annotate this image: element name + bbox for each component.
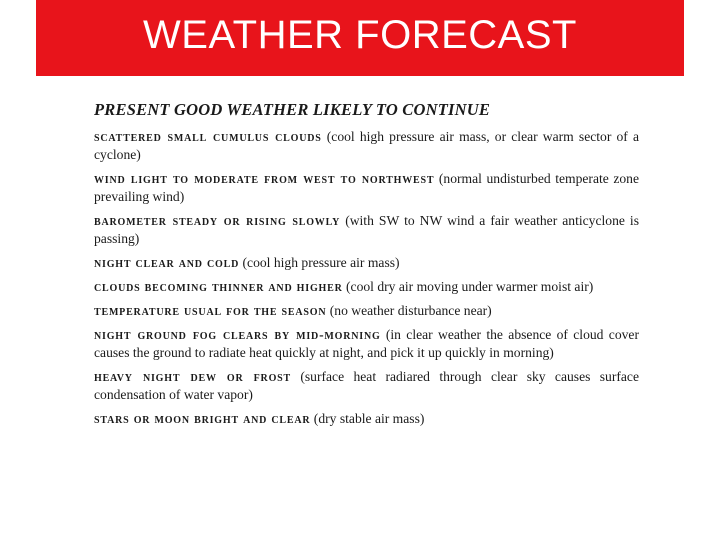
item-condition: night clear and cold	[94, 255, 240, 270]
forecast-content	[94, 100, 639, 434]
title-bar	[36, 0, 684, 76]
item-explanation: (in clear weather the absence of cloud cover causes the ground to radiate heat quickly at night, and pick it up quickly in morning)	[94, 327, 639, 360]
item-condition: clouds becoming thinner and higher	[94, 279, 343, 294]
list-item	[94, 212, 639, 248]
list-item	[94, 254, 639, 272]
item-explanation: (with SW to NW wind a fair weather anticyclone is passing)	[94, 213, 639, 246]
item-condition: scattered small cumulus clouds	[94, 129, 322, 144]
item-condition: night ground fog clears by mid-morning	[94, 327, 381, 342]
list-item	[94, 128, 639, 164]
forecast-list	[94, 128, 639, 428]
item-condition: stars or moon bright and clear	[94, 411, 311, 426]
item-condition: wind light to moderate from west to northwest	[94, 171, 435, 186]
list-item	[94, 368, 639, 404]
page-title: WEATHER FORECAST	[143, 12, 577, 57]
item-explanation: (cool high pressure air mass)	[242, 255, 400, 270]
item-explanation: (dry stable air mass)	[313, 411, 425, 426]
item-condition: temperature usual for the season	[94, 303, 327, 318]
list-item	[94, 170, 639, 206]
section-heading: PRESENT GOOD WEATHER LIKELY TO CONTINUE	[94, 100, 491, 119]
list-item	[94, 302, 639, 320]
list-item	[94, 278, 639, 296]
item-explanation: (normal undisturbed temperate zone prevailing wind)	[94, 171, 640, 204]
item-explanation: (no weather disturbance near)	[329, 303, 492, 318]
item-explanation: (cool dry air moving under warmer moist air)	[346, 279, 594, 294]
item-explanation: (cool high pressure air mass, or clear warm sector of a cyclone)	[94, 129, 640, 162]
list-item	[94, 410, 639, 428]
item-condition: barometer steady or rising slowly	[94, 213, 341, 228]
item-condition: heavy night dew or frost	[94, 369, 291, 384]
item-explanation: (surface heat radiared through clear sky causes surface condensation of water vapor)	[94, 369, 639, 402]
list-item	[94, 326, 639, 362]
